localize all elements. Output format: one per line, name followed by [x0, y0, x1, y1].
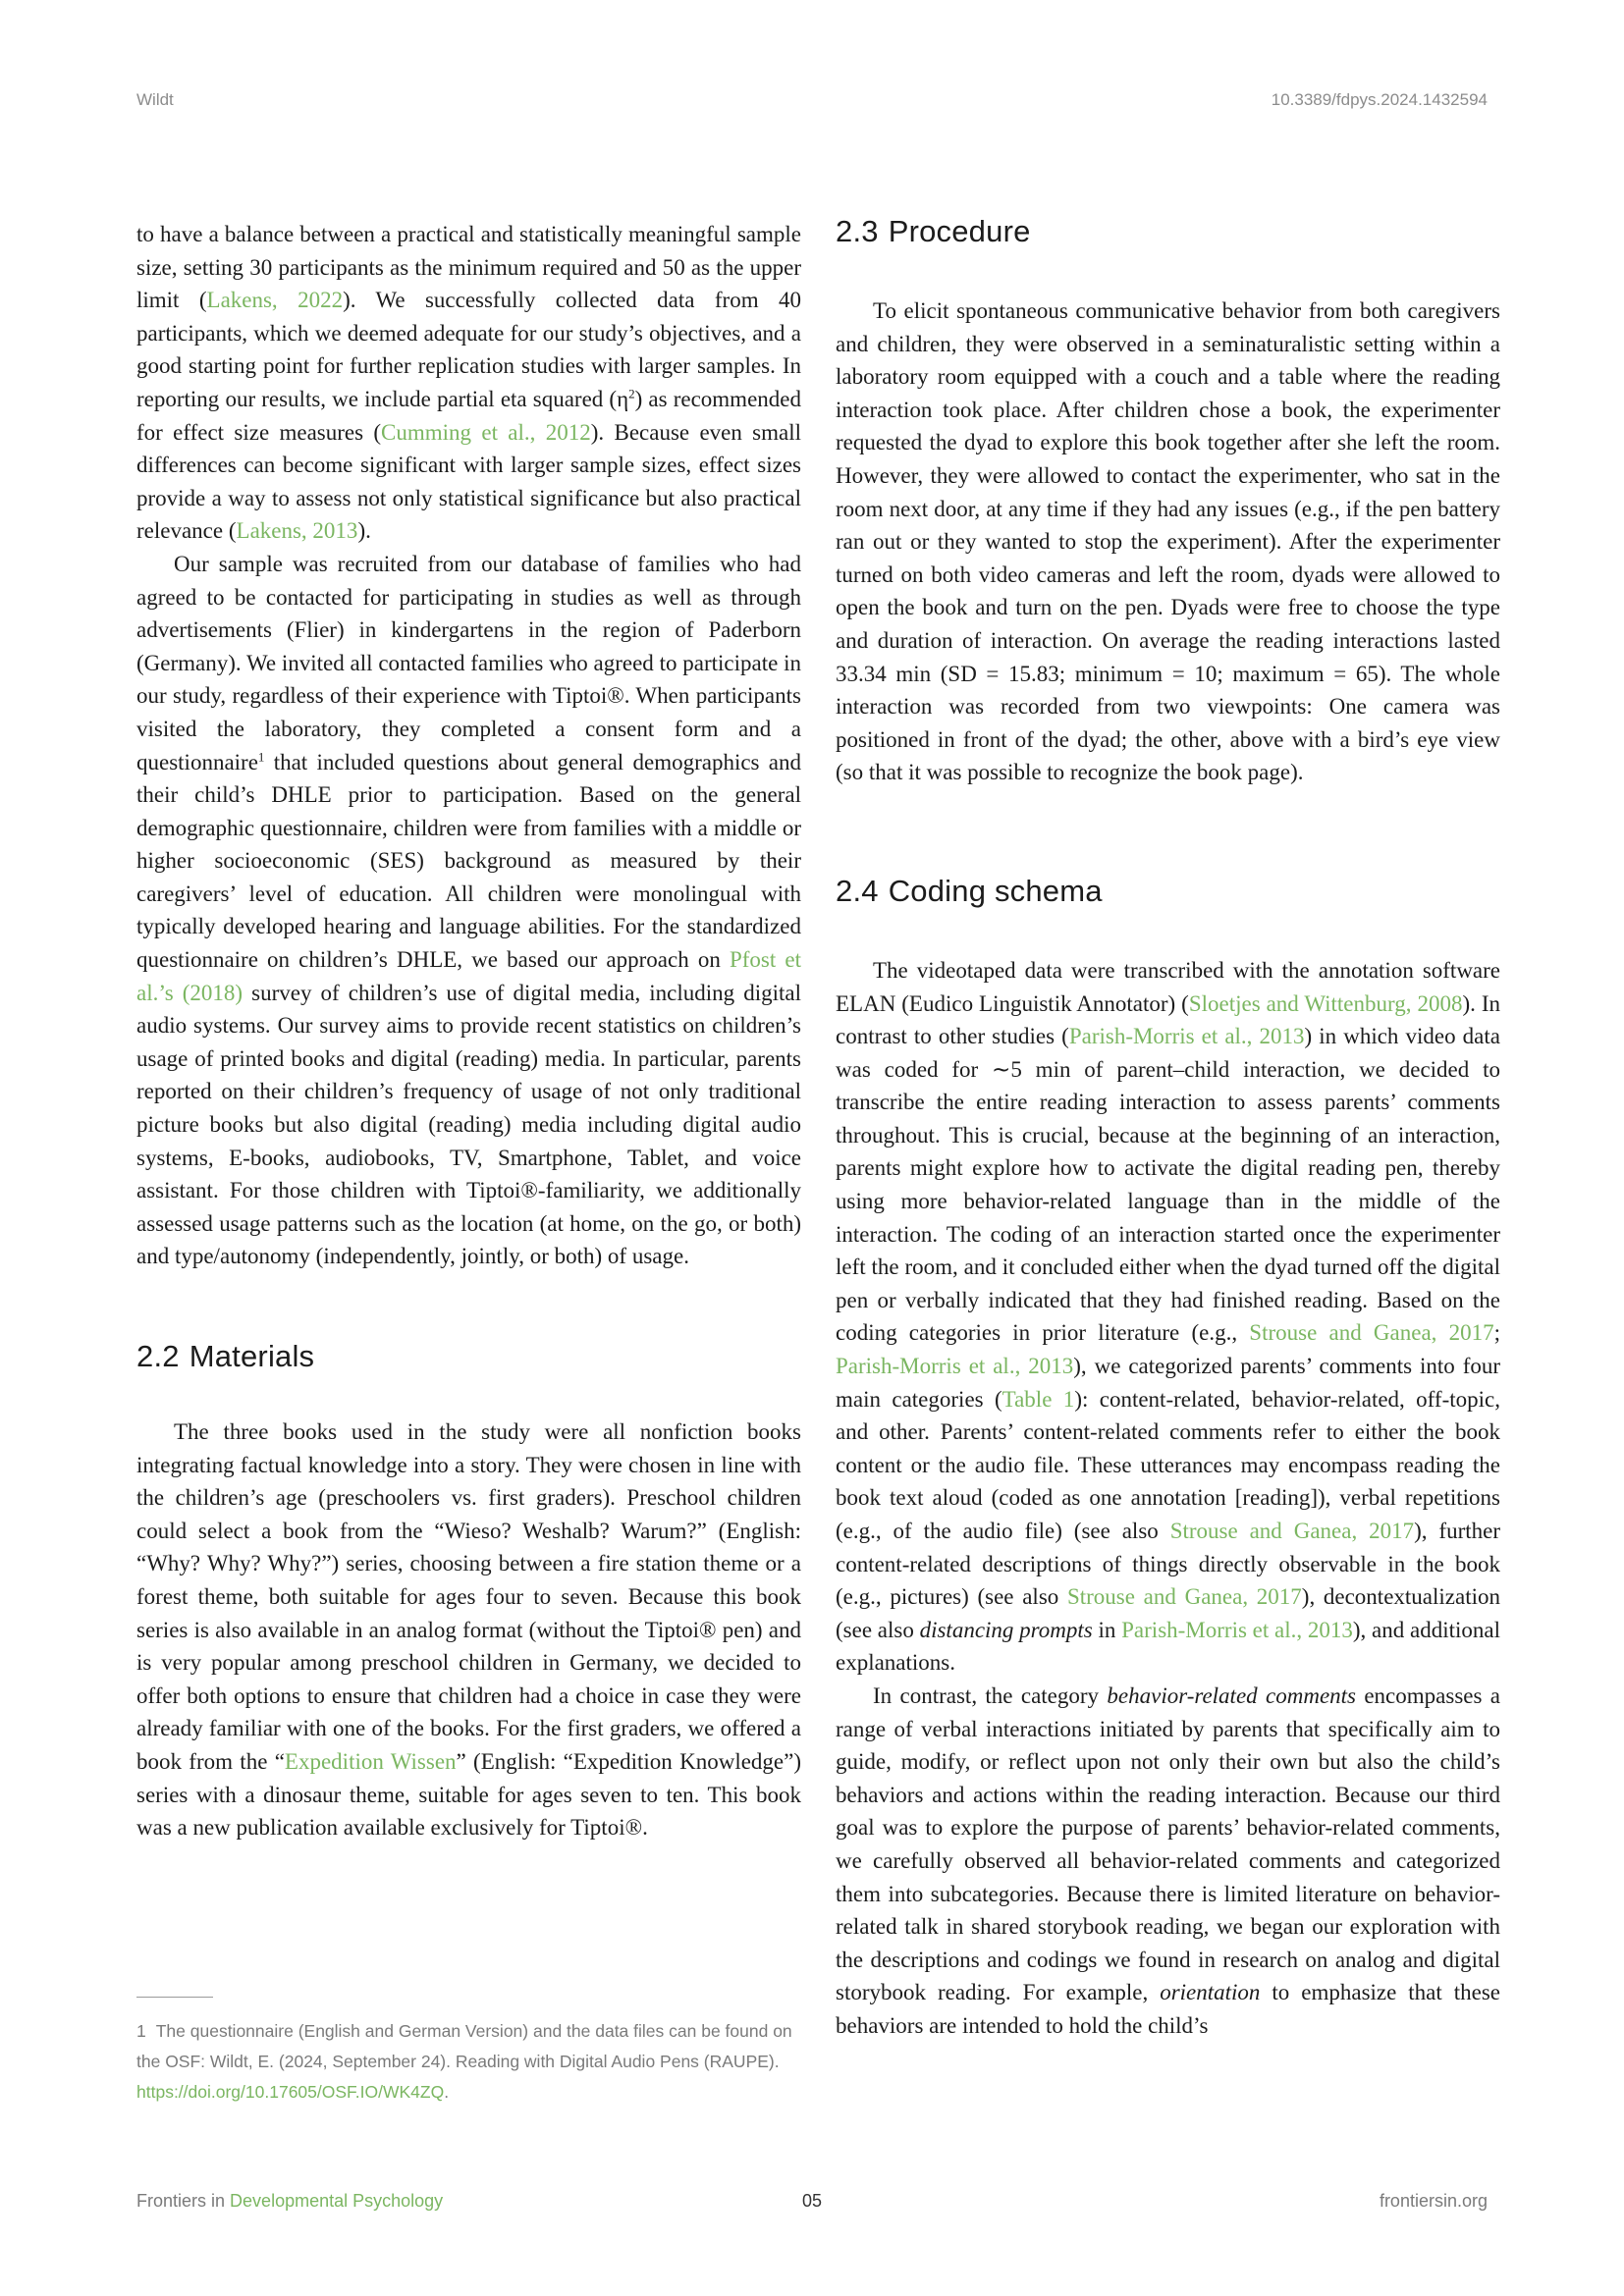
footnote-rule: [136, 1997, 213, 1998]
text: ), decontextualization (see also: [836, 1584, 1500, 1642]
text: that included questions about general demographics and their child’s DHLE prior to participation. Based on the general demographic questionnaire, children were from families with a middle or higher socioeconomic (SES) background as measured by their caregivers’ level of education. All children were monolingual with typically developed hearing and language abilities. For the standardized questionnaire on children’s DHLE, we based our approach on: [136, 749, 801, 973]
text: In contrast, the category: [873, 1682, 1108, 1708]
text: to have a balance between a practical and statistically meaningful sample size, setting 30 participants as the minimum required and 50 as the upper limit (: [136, 222, 801, 313]
section-heading-procedure: [836, 214, 1500, 249]
citation-link[interactable]: Lakens, 2013: [236, 518, 358, 544]
citation-link[interactable]: Strouse and Ganea, 2017: [1249, 1320, 1494, 1346]
footnote-marker[interactable]: 1: [257, 748, 265, 764]
citation-link[interactable]: Parish-Morris et al., 2013: [1121, 1617, 1353, 1642]
section-number: 2.2: [136, 1339, 180, 1373]
table-link[interactable]: Table 1: [1001, 1386, 1075, 1412]
section-number: 2.4: [836, 873, 879, 908]
journal-name-link[interactable]: Developmental Psychology: [230, 2191, 444, 2211]
citation-link[interactable]: Sloetjes and Wittenburg, 2008: [1188, 990, 1463, 1016]
page-number: 05: [801, 2191, 823, 2211]
text: ;: [1493, 1320, 1501, 1346]
text: ). Because even small differences can become significant with larger sample sizes, effect sizes provide a way to assess not only statistical significance but also practical relevance (: [136, 419, 802, 544]
text: survey of children’s use of digital media, including digital audio systems. Our survey aims to provide recent statistics on children’s usage of printed books and digital (reading) media. In particular, parents reported on their children’s frequency of usage of not only traditional picture books but also digital (reading) media including digital audio systems, E-books, audiobooks, TV, Smartphone, Tablet, and voice assistant. For those children with Tiptoi®-familiarity, we additionally assessed usage patterns such as the location (at home, on the go, or both) and type/autonomy (independently, jointly, or both) of usage.: [136, 980, 801, 1269]
footnote-doi-link[interactable]: https://doi.org/10.17605/OSF.IO/WK4ZQ: [136, 2082, 445, 2102]
footnote: [136, 2016, 801, 2108]
footnote-text: The questionnaire (English and German Version) and the data files can be found on the OSF: Wildt, E. (2024, September 24). Reading with Digital Audio Pens (RAUPE).: [136, 2021, 792, 2071]
emphasis: orientation: [1160, 1980, 1261, 2005]
citation-link[interactable]: Pfost et al.’s (2018): [136, 947, 801, 1005]
paragraph: [136, 548, 801, 1273]
site-link[interactable]: frontiersin.org: [1379, 2191, 1488, 2211]
text: encompasses a range of verbal interactions initiated by parents that specifically aim to guide, modify, or reflect upon not only their own but also the child’s behaviors and actions within the reading interaction. Because our third goal was to explore the purpose of parents’ behavior-related comments, we carefully observed all behavior-related comments and categorized them into subcategories. Because there is limited literature on behavior-related talk in shared storybook reading, we began our exploration with the descriptions and codings we found in research on analog and digital storybook reading. For example,: [836, 1682, 1500, 2005]
citation-link[interactable]: Cumming et al., 2012: [381, 419, 591, 445]
text: ). We successfully collected data from 40 participants, which we deemed adequate for our study’s objectives, and a good starting point for further replication studies with larger samples. In reporting our results, we include partial eta squared (η: [136, 288, 801, 411]
citation-link[interactable]: Lakens, 2022: [206, 288, 344, 313]
text: to emphasize that these behaviors are intended to hold the child’s: [836, 1980, 1501, 2038]
text: ): content-related, behavior-related, off-topic, and other. Parents’ content-related comments refer to either the book content or the audio file. These utterances may encompass reading the book text aloud (coded as one annotation [reading]), verbal repetitions (e.g., of the audio file) (see also: [836, 1386, 1500, 1543]
section-number: 2.3: [836, 214, 879, 248]
emphasis: distancing prompts: [919, 1617, 1093, 1642]
text: Our sample was recruited from our database of families who had agreed to be contacted for participating in studies as well as through advertisements (Flier) in kindergartens in the region of Paderborn (Germany). We invited all contacted families who agreed to participate in our study, regardless of their experience with Tiptoi®. When participants visited the laboratory, they completed a consent form and a questionnaire: [136, 551, 801, 774]
emphasis: behavior-related comments: [1107, 1682, 1356, 1708]
footnote-end: .: [444, 2082, 450, 2102]
paragraph: [136, 218, 801, 548]
paragraph: [836, 1680, 1500, 2043]
superscript: 2: [628, 386, 635, 401]
running-header-author: Wildt: [136, 90, 174, 109]
paragraph: [836, 954, 1500, 1680]
running-header-doi: 10.3389/fdpys.2024.1432594: [1271, 90, 1488, 109]
text: The three books used in the study were all nonfiction books integrating factual knowledge into a story. They were chosen in line with the children’s age (preschoolers vs. first graders). Preschool children could select a book from the “Wieso? Weshalb? Warum?” (English: “Why? Why? Why?”) series, choosing between a fire station theme or a forest theme, both suitable for ages four to seven. Because this book series is also available in an analog format (without the Tiptoi® pen) and is very popular among preschool children in Germany, we decided to offer both options to ensure that children had a choice in case they were already familiar with one of the books. For the first graders, we offered a book from the “: [136, 1419, 801, 1774]
text: ” (English: “Expedition Knowledge”) series with a dinosaur theme, suitable for ages seven to ten. This book was a new publication available exclusively for Tiptoi®.: [136, 1748, 801, 1841]
section-title: Procedure: [888, 214, 1031, 248]
text: ) in which video data was coded for ∼5 min of parent–child interaction, we decided to transcribe the entire reading interaction to assess parents’ comments throughout. This is crucial, because at the beginning of an interaction, parents might explore how to activate the digital reading pen, thereby using more behavior-related language than in the middle of the interaction. The coding of an interaction started once the experimenter left the room, and it concluded either when the dyad turned off the digital pen or verbally indicated that they had finished reading. Based on the coding categories in prior literature (e.g.,: [836, 1024, 1500, 1346]
text: ) as recommended for effect size measures (: [136, 386, 801, 445]
text: The videotaped data were transcribed with the annotation software ELAN (Eudico Linguistik Annotator) (: [836, 957, 1500, 1016]
footnote-number: 1: [136, 2021, 146, 2041]
paragraph: To elicit spontaneous communicative behavior from both caregivers and children, they were observed in a seminaturalistic setting within a laboratory room equipped with a couch and a table where the reading interaction took place. After children chose a book, the experimenter requested the dyad to explore this book together after she left the room. However, they were allowed to contact the experimenter, who sat in the room next door, at any time if they had any issues (e.g., if the pen battery ran out or they wanted to stop the experiment). After the experimenter turned on both video cameras and left the room, dyads were allowed to open the book and turn on the pen. Dyads were free to choose the type and duration of interaction. On average the reading interactions lasted 33.34 min (SD = 15.83; minimum = 10; maximum = 65). The whole interaction was recorded from two viewpoints: One camera was positioned in front of the dyad; the other, above with a bird’s eye view (so that it was possible to recognize the book page).: [836, 298, 1500, 785]
citation-link[interactable]: Strouse and Ganea, 2017: [1066, 1584, 1302, 1610]
text: ).: [357, 518, 371, 544]
left-column: [136, 218, 801, 1844]
text: in: [1092, 1617, 1122, 1642]
text: ), further content-related descriptions of things directly observable in the book (e.g., pictures) (see also: [836, 1519, 1500, 1610]
section-heading-materials: [136, 1339, 801, 1374]
citation-link[interactable]: Strouse and Ganea, 2017: [1169, 1519, 1415, 1543]
text: ), and additional explanations.: [836, 1617, 1500, 1676]
paragraph: [136, 1415, 801, 1844]
journal-prefix: Frontiers in: [136, 2191, 226, 2211]
series-link[interactable]: Expedition Wissen: [284, 1748, 457, 1774]
section-title: Coding schema: [888, 873, 1103, 908]
section-title: Materials: [189, 1339, 315, 1373]
citation-link[interactable]: Parish-Morris et al., 2013: [836, 1354, 1074, 1379]
text: ), we categorized parents’ comments into four main categories (: [836, 1354, 1501, 1412]
text: ). In contrast to other studies (: [836, 990, 1500, 1049]
section-heading-coding-schema: [836, 874, 1500, 909]
citation-link[interactable]: Parish-Morris et al., 2013: [1068, 1024, 1305, 1049]
right-column: [836, 214, 1500, 2043]
